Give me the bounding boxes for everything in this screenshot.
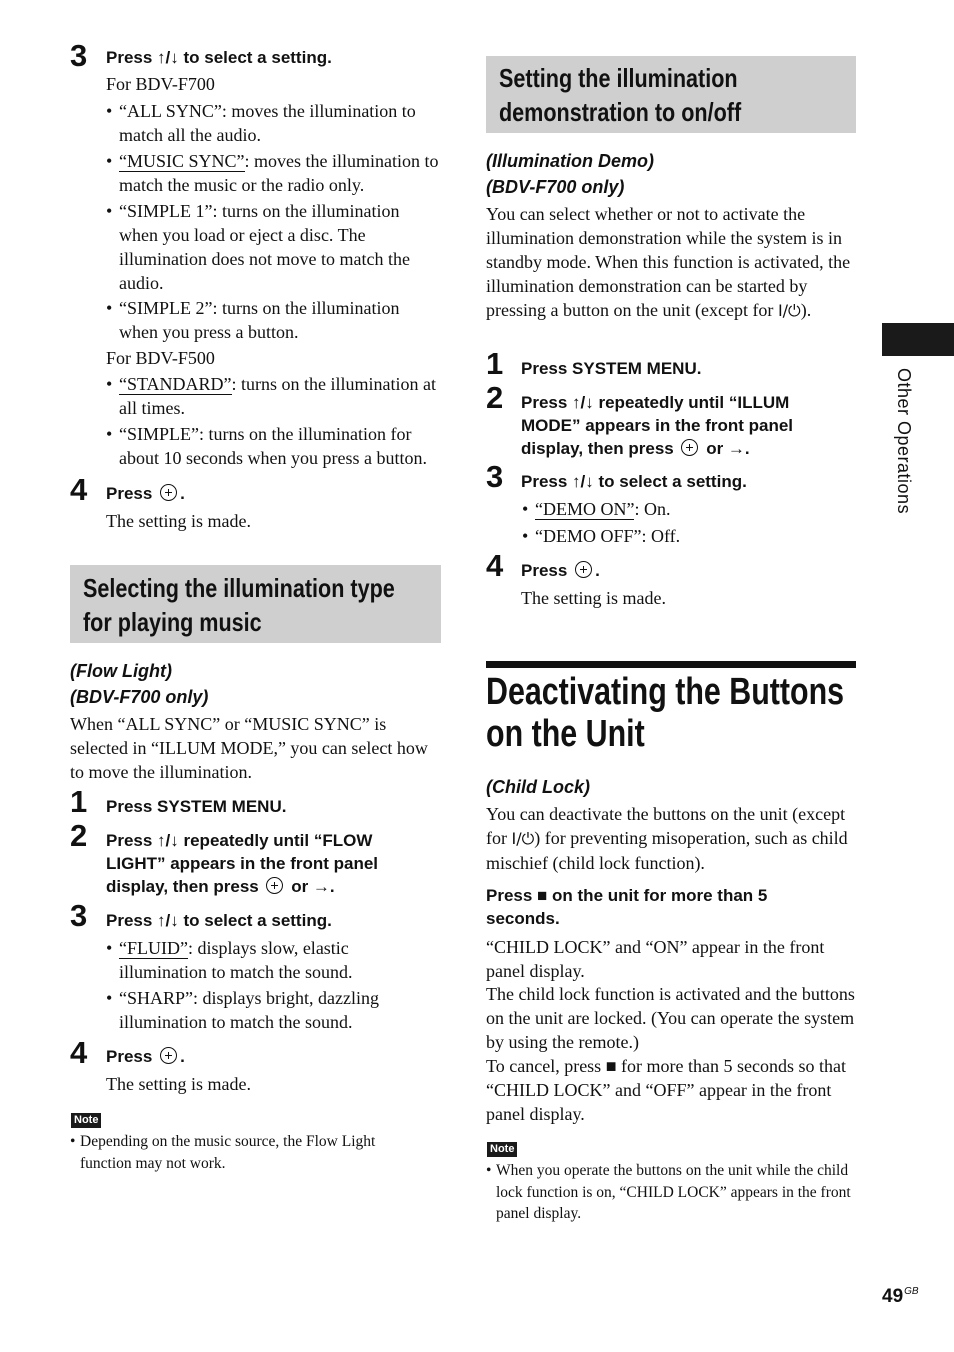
body-text: The child lock function is activated and the buttons on the unit are locked. (You can operate the system by using the remote.) — [486, 984, 855, 1052]
list-item: • “DEMO OFF”: Off. — [522, 526, 681, 546]
subtitle: (BDV-F700 only) — [486, 177, 625, 197]
step-heading: Press ↑/↓ to select a setting. — [521, 472, 747, 491]
list-item: • “FLUID”: displays slow, elastic illumination to match the sound. — [106, 938, 353, 982]
step-number: 1 — [486, 346, 504, 381]
chapter-label: Other Operations — [894, 368, 914, 515]
enter-button-icon — [681, 439, 698, 456]
note-badge: Note — [71, 1113, 101, 1128]
chapter-tab-marker — [882, 323, 954, 356]
enter-button-icon — [160, 484, 177, 501]
step-number: 2 — [70, 818, 88, 853]
list-item: • “DEMO ON”: On. — [522, 499, 671, 519]
note-text: • Depending on the music source, the Flow Light function may not work. — [70, 1133, 376, 1172]
note-badge: Note — [487, 1142, 517, 1157]
step-number: 3 — [70, 38, 88, 73]
section-rule — [486, 661, 856, 668]
step-heading: Press ↑/↓ repeatedly until “FLOW LIGHT” appears in the front panel display, then press or →. — [106, 831, 379, 896]
list-item: • “ALL SYNC”: moves the illumination to match all the audio. — [106, 101, 416, 145]
page-number: $49^{GB}$ — [882, 1286, 919, 1307]
step-heading: Press . — [106, 484, 185, 503]
note-text: • When you operate the buttons on the unit while the child lock function is on, “CHILD LOCK” appears in the front panel display. — [486, 1162, 851, 1222]
instruction-heading: Press ■ on the unit for more than 5 seconds. — [486, 886, 768, 928]
step-result: The setting is made. — [106, 511, 251, 531]
step-heading: Press ↑/↓ repeatedly until “ILLUM MODE” appears in the front panel display, then press or →. — [521, 393, 794, 458]
step-result: The setting is made. — [521, 588, 666, 608]
step-heading: Press . — [521, 561, 600, 580]
list-item: • “SHARP”: displays bright, dazzling illumination to match the sound. — [106, 988, 379, 1032]
step-heading: Press . — [106, 1047, 185, 1066]
step-number: 1 — [70, 784, 88, 819]
page-title: on the Unit — [486, 713, 645, 755]
step-number: 4 — [70, 1035, 88, 1070]
enter-button-icon — [266, 877, 283, 894]
enter-button-icon — [160, 1047, 177, 1064]
step-heading: Press ↑/↓ to select a setting. — [106, 911, 332, 930]
body-text: To cancel, press ■ for more than 5 seconds so that “CHILD LOCK” and “OFF” appear in the front panel display. — [486, 1056, 847, 1124]
subtitle: (Flow Light) — [70, 661, 172, 681]
section-heading: Selecting the illumination type for playing music — [70, 565, 441, 643]
step-number: 4 — [70, 472, 88, 507]
step-heading: Press SYSTEM MENU. — [521, 359, 702, 378]
subtitle: (Illumination Demo) — [486, 151, 654, 171]
body-text: “CHILD LOCK” and “ON” appear in the front panel display. — [486, 937, 825, 981]
step-heading: Press SYSTEM MENU. — [106, 797, 287, 816]
list-item: • “STANDARD”: turns on the illumination at all times. — [106, 374, 437, 418]
step-heading: Press ↑/↓ to select a setting. — [106, 48, 332, 67]
model-label: For BDV-F700 — [106, 74, 215, 94]
section-intro: You can deactivate the buttons on the unit (except for I/⏻) for preventing misoperation, such as child mischief (child lock function). — [486, 804, 848, 873]
subtitle: (BDV-F700 only) — [70, 687, 209, 707]
enter-button-icon — [575, 561, 592, 578]
list-item: • “SIMPLE 2”: turns on the illumination when you press a button. — [106, 298, 400, 342]
list-item: • “SIMPLE 1”: turns on the illumination when you load or eject a disc. The illumination does not move to match the audio. — [106, 201, 410, 293]
list-item: • “MUSIC SYNC”: moves the illumination to match the music or the radio only. — [106, 151, 439, 195]
step-number: 4 — [486, 548, 504, 583]
page-title: Deactivating the Buttons — [486, 671, 845, 713]
step-number: 3 — [70, 898, 88, 933]
power-icon: I/⏻ — [511, 829, 535, 848]
step-number: 2 — [486, 380, 504, 415]
step-number: 3 — [486, 459, 504, 494]
model-label: For BDV-F500 — [106, 348, 215, 368]
power-icon: I/⏻ — [777, 301, 801, 320]
list-item: • “SIMPLE”: turns on the illumination for about 10 seconds when you press a button. — [106, 424, 427, 468]
section-heading: Setting the illumination demonstration to on/off — [486, 56, 856, 133]
step-result: The setting is made. — [106, 1074, 251, 1094]
section-intro: You can select whether or not to activate the illumination demonstration while the system is in standby mode. When this function is activated, the illumination demonstration can be started by pressing a button on the unit (except for I/⏻). — [486, 202, 858, 323]
subtitle: (Child Lock) — [486, 777, 590, 797]
section-intro: When “ALL SYNC” or “MUSIC SYNC” is selected in “ILLUM MODE,” you can select how to move the illumination. — [70, 714, 428, 782]
